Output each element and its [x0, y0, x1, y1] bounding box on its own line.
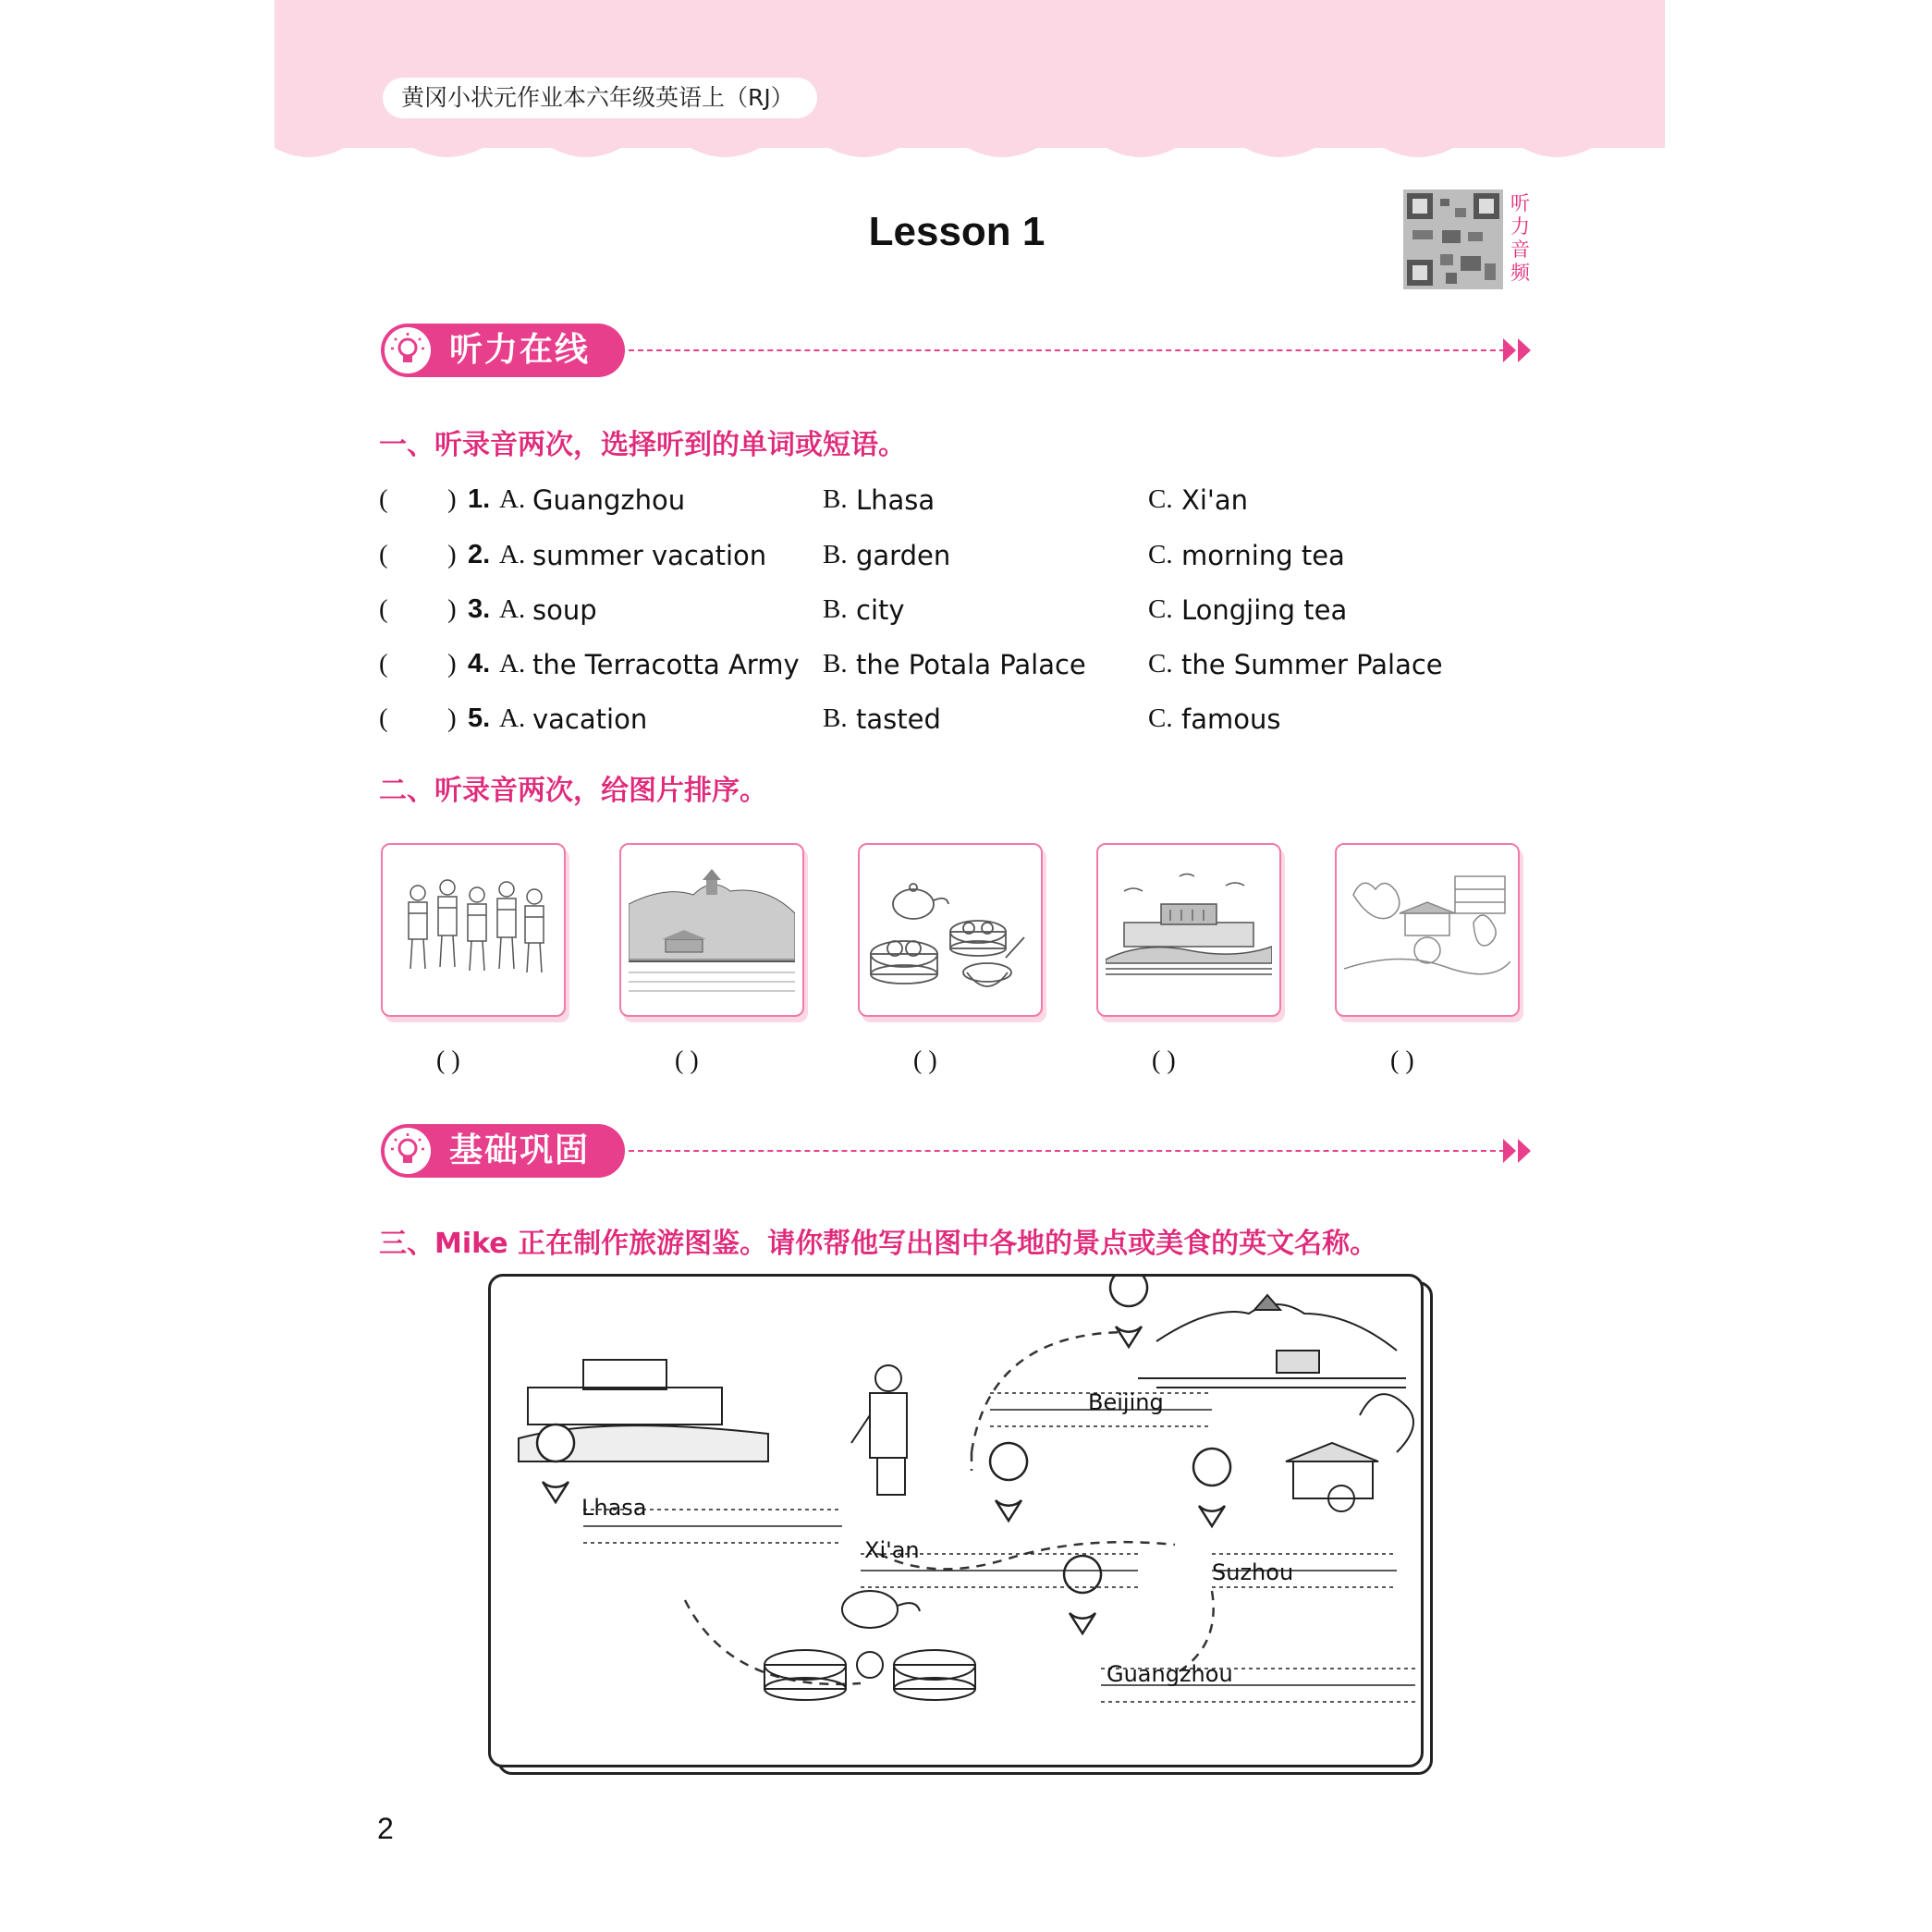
- order-blank[interactable]: ( ): [1390, 1046, 1414, 1075]
- lightbulb-icon: [385, 327, 431, 373]
- option-b-letter: B.: [823, 484, 848, 514]
- question-row: [379, 484, 1535, 525]
- option-a: vacation: [532, 703, 648, 735]
- option-c: the Summer Palace: [1181, 649, 1443, 680]
- option-b: the Potala Palace: [856, 649, 1086, 680]
- place-label-beijing: Beijing: [1088, 1389, 1164, 1415]
- picture-summer-palace: [619, 843, 804, 1017]
- section-divider: [629, 1150, 1514, 1152]
- order-blank[interactable]: ( ): [675, 1046, 699, 1075]
- header-band: [275, 0, 1665, 148]
- place-label-xian: Xi'an: [864, 1537, 920, 1563]
- question-number: 4.: [468, 649, 491, 679]
- travel-map-drawing: [491, 1277, 1421, 1765]
- section-title: 听力在线: [449, 331, 591, 369]
- option-b: tasted: [856, 703, 941, 735]
- section-header-listening: [381, 324, 625, 377]
- picture-dim-sum: [858, 843, 1043, 1017]
- picture-terracotta-army: [381, 843, 566, 1017]
- qr-code-icon[interactable]: [1403, 190, 1503, 289]
- book-title: 黄冈小状元作业本六年级英语上（RJ）: [383, 78, 817, 118]
- question-row: [379, 649, 1535, 690]
- picture-potala-palace: [1096, 843, 1281, 1017]
- answer-paren-open[interactable]: (: [379, 540, 388, 569]
- option-a-letter: A.: [499, 484, 526, 514]
- terracotta-army-icon: [390, 858, 556, 1002]
- option-c: famous: [1181, 703, 1281, 735]
- header-wave: [275, 129, 1665, 166]
- option-c: Longjing tea: [1181, 594, 1348, 626]
- place-label-suzhou: Suzhou: [1212, 1559, 1294, 1585]
- answer-paren-open[interactable]: (: [379, 594, 388, 624]
- option-a-letter: A.: [499, 703, 526, 733]
- option-a-letter: A.: [499, 594, 526, 624]
- exercise-1-title: 一、听录音两次，选择听到的单词或短语。: [379, 429, 906, 461]
- option-b: garden: [856, 540, 951, 571]
- option-c-letter: C.: [1148, 703, 1173, 733]
- option-c-letter: C.: [1148, 484, 1173, 514]
- question-row: [379, 540, 1535, 581]
- potala-palace-icon: [1106, 858, 1272, 1002]
- option-a: the Terracotta Army: [532, 649, 800, 680]
- order-blank[interactable]: ( ): [436, 1046, 460, 1075]
- travel-map: [488, 1274, 1424, 1767]
- option-c-letter: C.: [1148, 649, 1173, 679]
- answer-paren-close: ): [447, 703, 457, 733]
- lightbulb-icon: [385, 1128, 431, 1174]
- order-blank[interactable]: ( ): [913, 1046, 937, 1075]
- option-a: Guangzhou: [532, 484, 686, 516]
- page-number: 2: [377, 1812, 394, 1845]
- answer-paren-open[interactable]: (: [379, 484, 388, 514]
- answer-paren-close: ): [447, 594, 457, 624]
- order-blank[interactable]: ( ): [1152, 1046, 1176, 1075]
- section-header-basics: [381, 1124, 625, 1178]
- option-b: Lhasa: [856, 484, 935, 516]
- option-a-letter: A.: [499, 540, 526, 569]
- place-label-guangzhou: Guangzhou: [1107, 1661, 1233, 1687]
- exercise-3-title: 三、Mike 正在制作旅游图鉴。请你帮他写出图中各地的景点或美食的英文名称。: [379, 1228, 1378, 1260]
- double-arrow-icon: [1503, 336, 1535, 364]
- option-c: Xi'an: [1181, 484, 1249, 516]
- option-b: city: [856, 594, 905, 626]
- question-row: [379, 703, 1535, 744]
- summer-palace-icon: [629, 858, 795, 1002]
- question-number: 5.: [468, 703, 491, 733]
- option-c-letter: C.: [1148, 540, 1173, 569]
- dim-sum-icon: [867, 858, 1033, 1002]
- option-b-letter: B.: [823, 649, 848, 679]
- option-a-letter: A.: [499, 649, 526, 679]
- suzhou-garden-icon: [1344, 858, 1510, 1002]
- question-row: [379, 594, 1535, 635]
- question-number: 3.: [468, 594, 491, 624]
- qr-label: 听力音频: [1510, 192, 1530, 284]
- option-c: morning tea: [1181, 540, 1345, 571]
- answer-paren-close: ): [447, 540, 457, 569]
- section-title: 基础巩固: [449, 1131, 591, 1169]
- exercise-2-title: 二、听录音两次，给图片排序。: [379, 775, 767, 807]
- question-number: 1.: [468, 484, 491, 514]
- option-c-letter: C.: [1148, 594, 1173, 624]
- answer-paren-open[interactable]: (: [379, 703, 388, 733]
- section-divider: [629, 349, 1514, 351]
- option-a: summer vacation: [532, 540, 767, 571]
- answer-paren-close: ): [447, 484, 457, 514]
- double-arrow-icon: [1503, 1137, 1535, 1165]
- option-b-letter: B.: [823, 703, 848, 733]
- option-b-letter: B.: [823, 594, 848, 624]
- answer-paren-close: ): [447, 649, 457, 679]
- option-b-letter: B.: [823, 540, 848, 569]
- question-number: 2.: [468, 540, 491, 569]
- option-a: soup: [532, 594, 597, 626]
- place-label-lhasa: Lhasa: [581, 1495, 647, 1521]
- lesson-title: Lesson 1: [868, 209, 1045, 254]
- picture-suzhou-garden: [1335, 843, 1520, 1017]
- answer-paren-open[interactable]: (: [379, 649, 388, 679]
